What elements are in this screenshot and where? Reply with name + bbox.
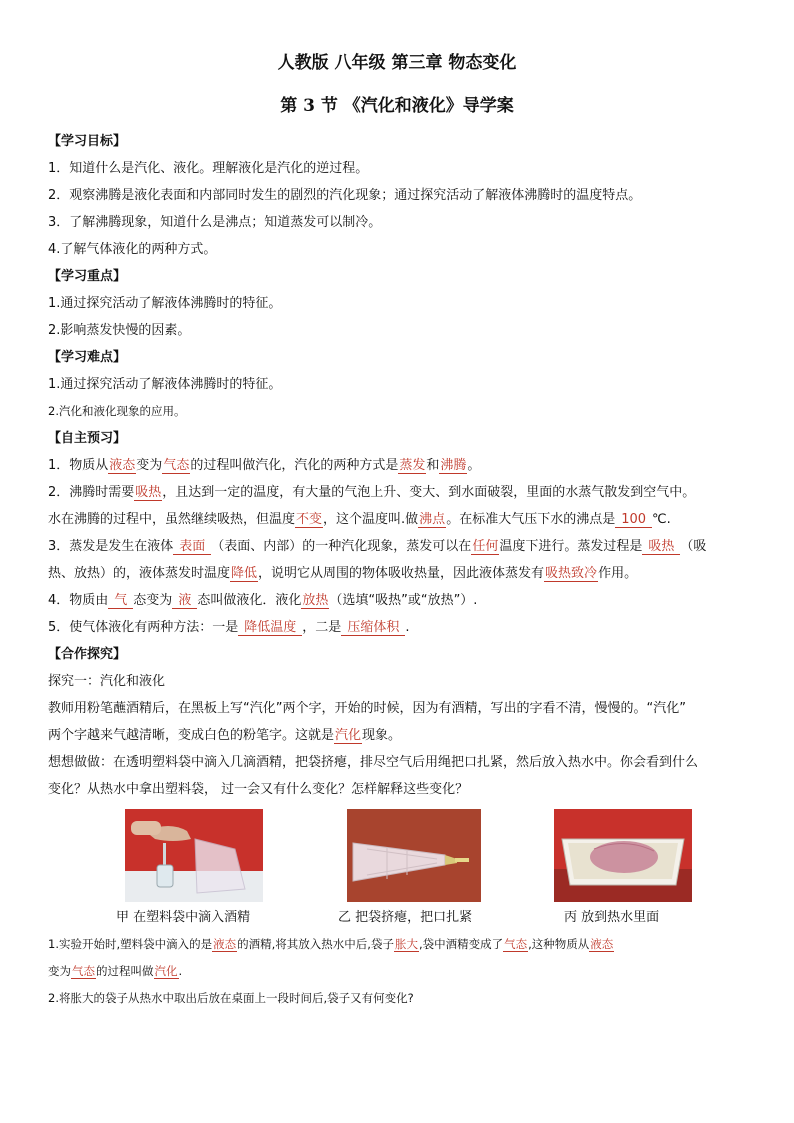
answer-blank: 吸热 bbox=[642, 539, 680, 555]
goal-item: 3．了解沸腾现象，知道什么是沸点；知道蒸发可以制冷。 bbox=[48, 215, 382, 230]
answer-blank: 气态 bbox=[163, 458, 190, 473]
caption-yi: 乙 把袋挤瘪，把口扎紧 bbox=[338, 910, 473, 925]
text: 的过程叫做 bbox=[96, 964, 154, 978]
answer-blank: 沸点 bbox=[419, 512, 446, 527]
paragraph-line: 教师用粉笔蘸酒精后，在黑板上写“汽化”两个字，开始的时候，因为有酒精，写出的字看不清，慢慢的。“汽化” bbox=[48, 701, 686, 716]
focus-item: 1.通过探究活动了解液体沸腾时的特征。 bbox=[48, 296, 282, 311]
text: ，说明它从周围的物体吸收热量，因此液体蒸发有 bbox=[258, 566, 545, 581]
preview-question-2 bbox=[48, 479, 750, 506]
text: 态叫做液化．液化 bbox=[197, 593, 302, 608]
bag-in-hot-water-image bbox=[554, 809, 692, 902]
answer-blank: 液态 bbox=[109, 458, 136, 473]
text: . bbox=[178, 964, 183, 978]
answer-blank: 表面 bbox=[173, 539, 211, 555]
answer-blank: 气态 bbox=[504, 937, 528, 951]
answer-blank: 气 bbox=[108, 593, 133, 609]
answer-blank: 压缩体积 bbox=[341, 620, 405, 636]
preview-question-1 bbox=[48, 452, 750, 479]
document-body bbox=[48, 128, 750, 1012]
section-heading-focus: 【学习重点】 bbox=[48, 269, 127, 284]
text: 的过程叫做汽化，汽化的两种方式是 bbox=[190, 458, 399, 473]
difficulty-item: 1.通过探究活动了解液体沸腾时的特征。 bbox=[48, 377, 282, 392]
preview-question-4 bbox=[48, 587, 750, 614]
answer-blank: 放热 bbox=[302, 593, 329, 608]
text: （吸 bbox=[680, 539, 707, 554]
difficulty-item: 2.汽化和液化现象的应用。 bbox=[48, 404, 186, 418]
text: 3．蒸发是发生在液体 bbox=[48, 539, 174, 554]
text: 变为 bbox=[136, 458, 163, 473]
section-heading-preview: 【自主预习】 bbox=[48, 431, 127, 446]
answer-blank: 液态 bbox=[590, 937, 614, 951]
squeezed-bag-image bbox=[347, 809, 481, 902]
answer-blank: 胀大 bbox=[394, 937, 418, 951]
text: 2．沸腾时需要 bbox=[48, 485, 135, 500]
caption-bing: 丙 放到热水里面 bbox=[564, 910, 660, 925]
text: ，且达到一定的温度，有大量的气泡上升、变大、到水面破裂，里面的水蒸气散发到空气中。 bbox=[162, 485, 696, 500]
text: ,袋中酒精变成了 bbox=[418, 937, 504, 951]
text: 和 bbox=[426, 458, 440, 473]
text: ，这个温度叫.做 bbox=[323, 512, 419, 527]
preview-question-3 bbox=[48, 533, 750, 560]
text: 水在沸腾的过程中，虽然继续吸热，但温度 bbox=[48, 512, 296, 527]
answer-blank: 100 bbox=[615, 512, 652, 528]
answer-blank: 吸热致冷 bbox=[545, 566, 598, 581]
text: 5．使气体液化有两种方法：一是 bbox=[48, 620, 239, 635]
answer-blank: 气态 bbox=[72, 964, 95, 978]
subsection-title: 探究一：汽化和液化 bbox=[48, 674, 166, 689]
text: ℃. bbox=[652, 512, 671, 527]
section-heading-coop: 【合作探究】 bbox=[48, 647, 127, 662]
paragraph-line: 想想做做：在透明塑料袋中滴入几滴酒精，把袋挤瘪，排尽空气后用绳把口扎紧，然后放入热水中。你会看到什么 bbox=[48, 755, 699, 770]
text: 热、放热）的，液体蒸发时温度 bbox=[48, 566, 231, 581]
coop-question-1 bbox=[48, 931, 750, 958]
goal-item: 1．知道什么是汽化、液化。理解液化是汽化的逆过程。 bbox=[48, 161, 369, 176]
answer-blank: 任何 bbox=[472, 539, 499, 554]
text: 1．物质从 bbox=[48, 458, 109, 473]
caption-jia: 甲 在塑料袋中滴入酒精 bbox=[116, 910, 251, 925]
section-heading-difficulty: 【学习难点】 bbox=[48, 350, 127, 365]
text: 态变为 bbox=[133, 593, 173, 608]
preview-question-2-cont bbox=[48, 506, 750, 533]
text: . bbox=[405, 620, 410, 635]
answer-blank: 液态 bbox=[213, 937, 237, 951]
text: 1.实验开始时,塑料袋中滴入的是 bbox=[48, 937, 213, 951]
section-heading-goals: 【学习目标】 bbox=[48, 134, 127, 149]
paragraph-line: 变化？从热水中拿出塑料袋， 过一会又有什么变化？怎样解释这些变化？ bbox=[48, 782, 469, 797]
preview-question-5 bbox=[48, 614, 750, 641]
text: 的酒精,将其放入热水中后,袋子 bbox=[237, 937, 394, 951]
experiment-images bbox=[48, 809, 750, 904]
text: 4．物质由 bbox=[48, 593, 109, 608]
text: 。 bbox=[467, 458, 481, 473]
text: 现象。 bbox=[362, 728, 402, 743]
answer-blank: 汽化 bbox=[154, 964, 178, 978]
text: ,这种物质从 bbox=[528, 937, 590, 951]
answer-blank: 液 bbox=[172, 593, 197, 609]
goal-item: 2．观察沸腾是液化表面和内部同时发生的剧烈的汽化现象；通过探究活动了解液体沸腾时的温度特点。 bbox=[48, 188, 642, 203]
goal-item: 4.了解气体液化的两种方式。 bbox=[48, 242, 217, 257]
lesson-title: 第 3 节 《汽化和液化》导学案 bbox=[280, 96, 514, 116]
text: ，二是 bbox=[302, 620, 342, 635]
text: 两个字越来气越清晰，变成白色的粉笔字。这就是 bbox=[48, 728, 335, 743]
answer-blank: 不变 bbox=[296, 512, 323, 527]
text: 。在标准大气压下水的沸点是 bbox=[446, 512, 616, 527]
text: （选填“吸热”或“放热”）. bbox=[329, 593, 478, 608]
answer-blank: 沸腾 bbox=[440, 458, 467, 473]
preview-question-3-cont bbox=[48, 560, 750, 587]
focus-item: 2.影响蒸发快慢的因素。 bbox=[48, 323, 191, 338]
hand-dropping-alcohol-image bbox=[125, 809, 263, 902]
image-captions bbox=[48, 904, 750, 931]
document-title: 人教版 八年级 第三章 物态变化 bbox=[277, 53, 517, 73]
answer-blank: 蒸发 bbox=[399, 458, 426, 473]
answer-blank: 降低温度 bbox=[238, 620, 302, 636]
text: 温度下进行。蒸发过程是 bbox=[499, 539, 643, 554]
answer-blank: 汽化 bbox=[335, 728, 362, 743]
answer-blank: 降低 bbox=[231, 566, 258, 581]
coop-question-1-cont bbox=[48, 958, 750, 985]
text: 变为 bbox=[48, 964, 71, 978]
text: （表面、内部）的一种汽化现象，蒸发可以在 bbox=[211, 539, 472, 554]
coop-question-2: 2.将胀大的袋子从热水中取出后放在桌面上一段时间后,袋子又有何变化? bbox=[48, 991, 414, 1005]
text: 作用。 bbox=[598, 566, 638, 581]
answer-blank: 吸热 bbox=[135, 485, 162, 500]
paragraph-line bbox=[48, 722, 750, 749]
